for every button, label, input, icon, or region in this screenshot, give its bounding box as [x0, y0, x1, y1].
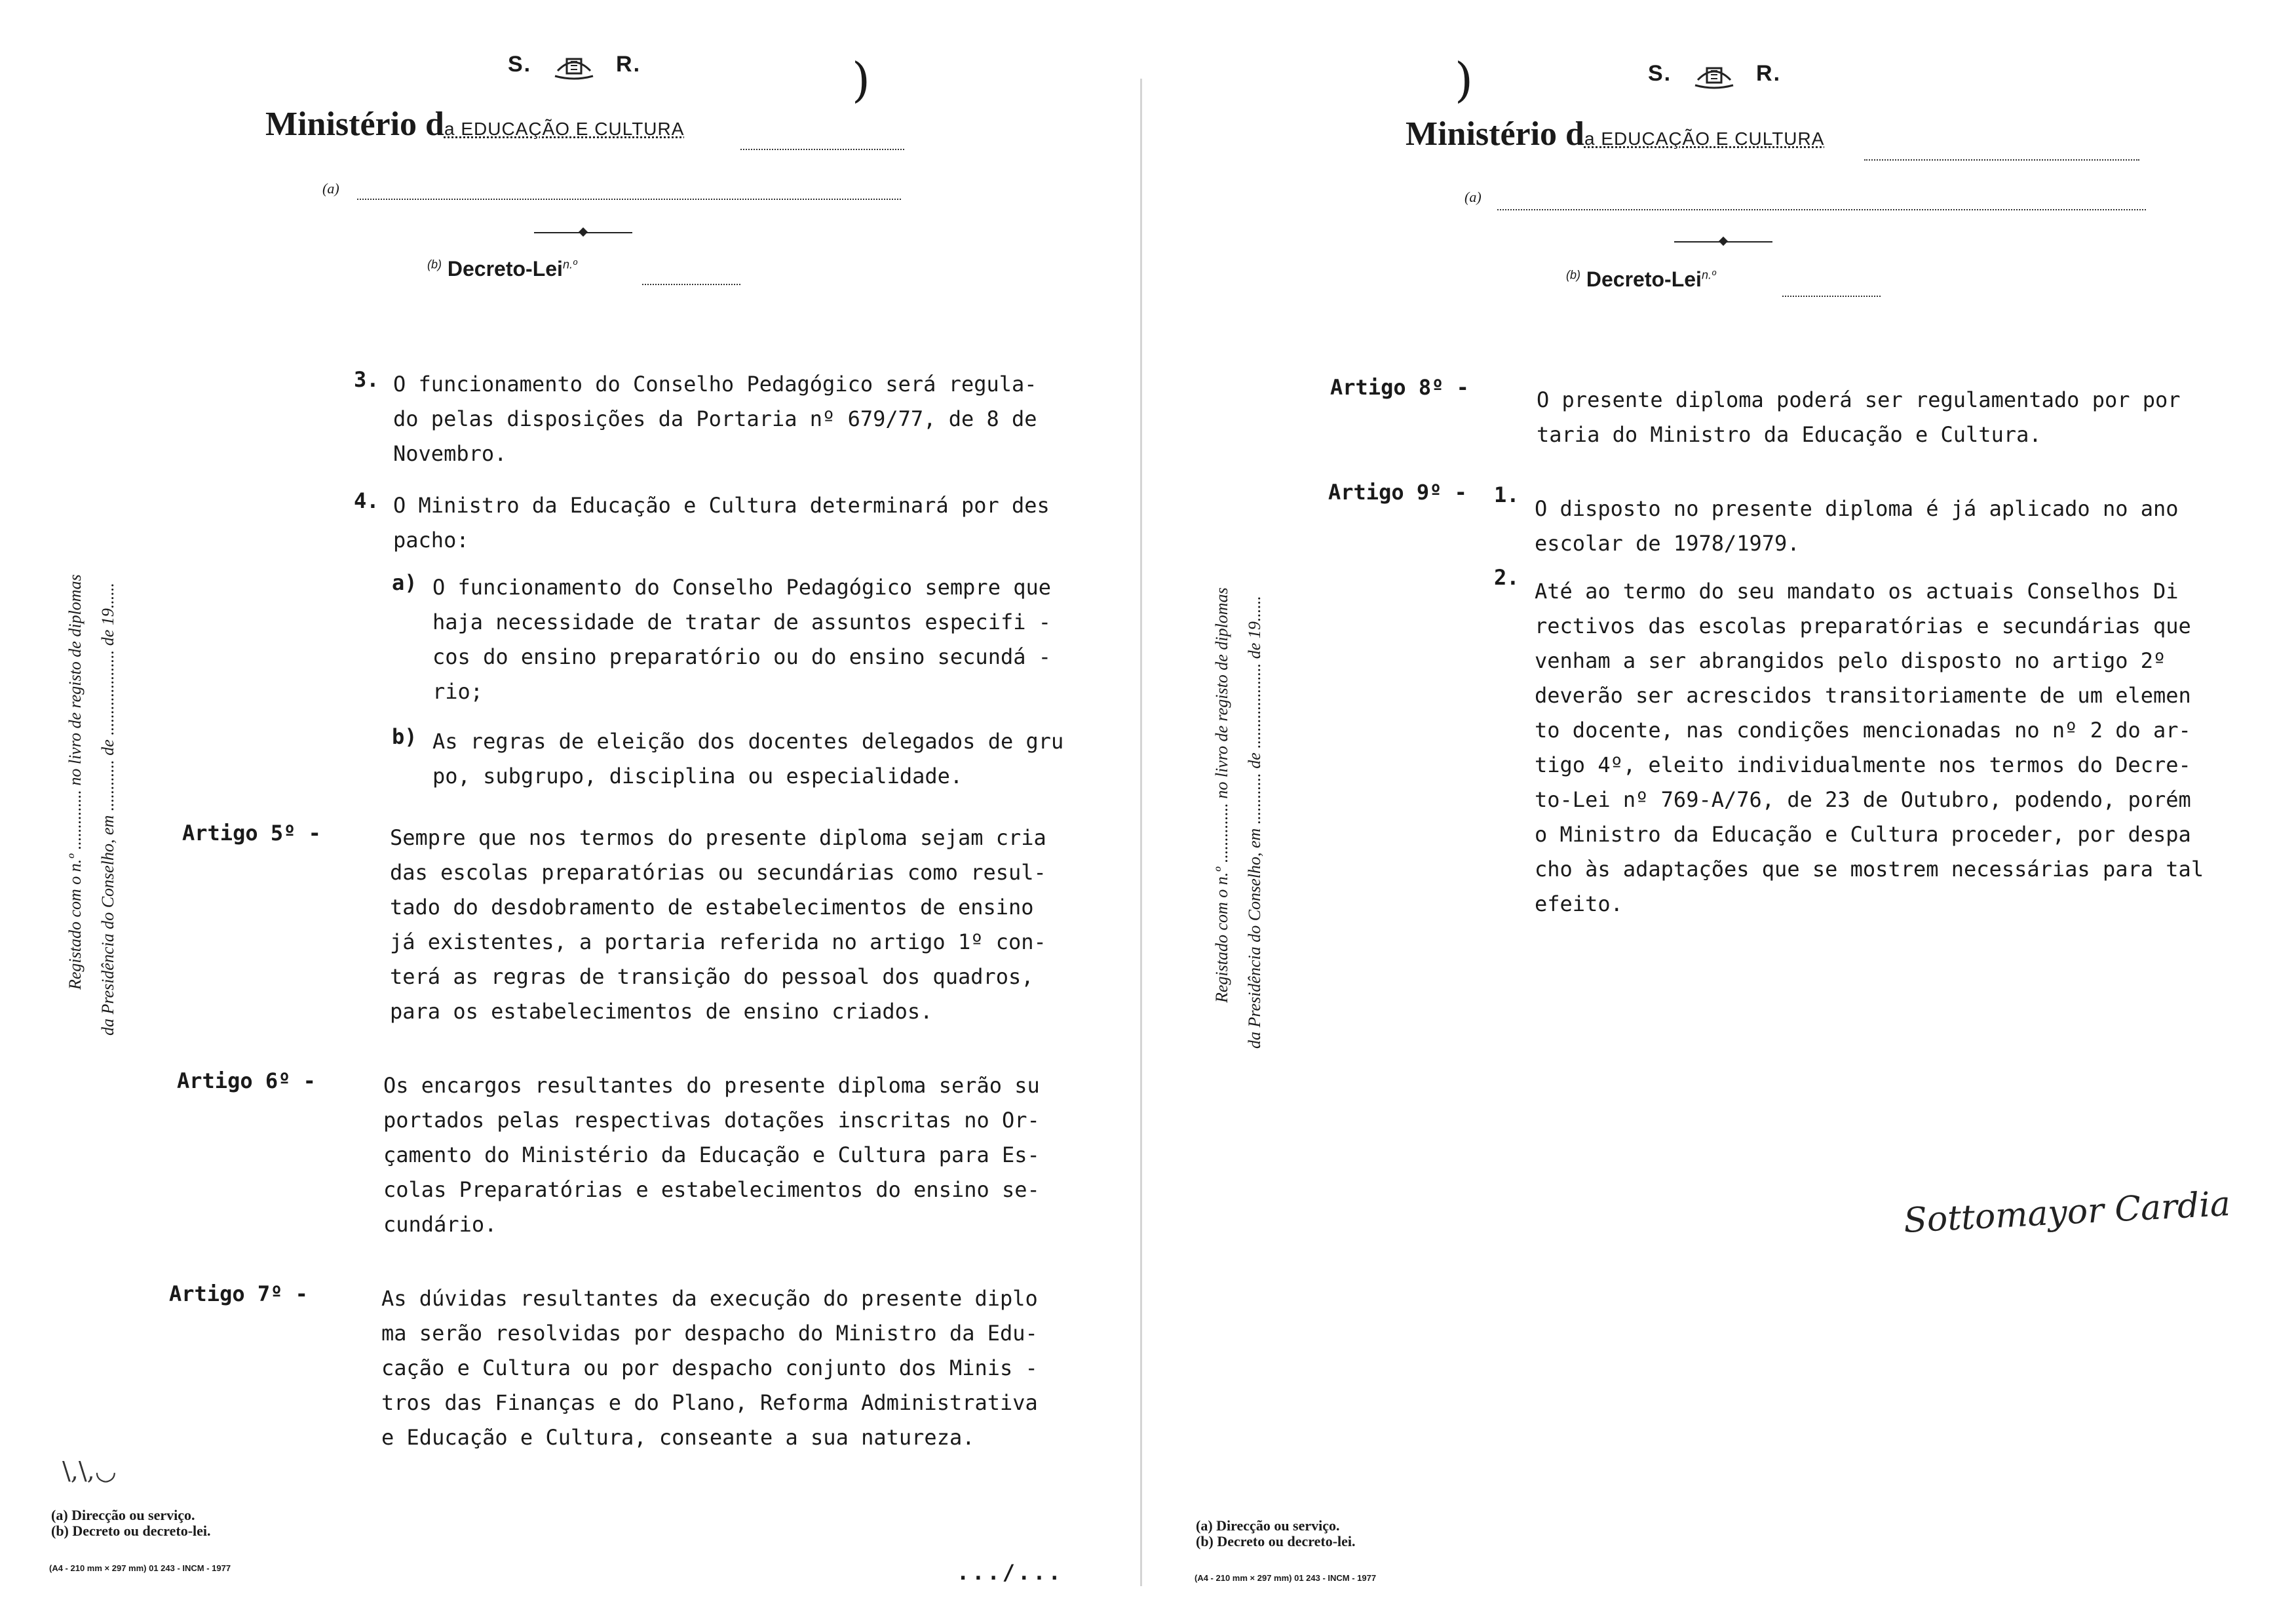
article-6-label: Artigo 6º -	[177, 1068, 316, 1093]
ministry-prefix: Ministério d	[1406, 115, 1584, 153]
field-a-dotted-line	[1497, 208, 2146, 210]
article-8-label: Artigo 8º -	[1330, 375, 1469, 400]
crest-letter-r: R.	[616, 51, 641, 77]
article-6-text: Os encargos resultantes do presente diploma serão su portados pelas respectivas dotações inscritas no Or- çamento do Ministério da Educação e Cultura para Es- colas Preparatórias e estabelecimentos do ensino se- cundário.	[383, 1073, 1040, 1237]
field-b-label: (b)	[1566, 268, 1580, 282]
decreto-number-label: n.º	[562, 258, 577, 271]
item-3-text: O funcionamento do Conselho Pedagógico será regula- do pelas disposições da Portaria nº 679/77, de 8 de Novembro.	[393, 372, 1037, 466]
field-a-dotted-line	[357, 198, 901, 200]
ministry-prefix: Ministério d	[265, 106, 444, 143]
right-page	[1143, 0, 2296, 1615]
decreto-label: Decreto-Lei	[447, 257, 563, 281]
crest-letter-s: S.	[1648, 60, 1672, 86]
item-b-text: As regras de eleição dos docentes delegados de gru po, subgrupo, disciplina ou especialidade.	[432, 729, 1064, 788]
field-a-label: (a)	[1464, 189, 1482, 205]
crest-letter-r: R.	[1756, 60, 1782, 86]
item-b-letter: b)	[392, 724, 417, 749]
ministry-title	[1406, 115, 1824, 153]
article-9-item-1-text: O disposto no presente diploma é já aplicado no ano escolar de 1978/1979.	[1535, 496, 2179, 556]
margin-mark: )	[1455, 52, 1474, 107]
crest-letter-s: S.	[508, 51, 532, 77]
ministry-name: a EDUCAÇÃO E CULTURA	[444, 119, 685, 139]
registry-sidebar-line2: da Presidência do Conselho, em ............ de .................... de 19......	[98, 583, 117, 1036]
footnote-b: (b) Decreto ou decreto-lei.	[51, 1523, 211, 1539]
ministry-name: a EDUCAÇÃO E CULTURA	[1584, 128, 1825, 149]
decreto-label: Decreto-Lei	[1586, 267, 1702, 291]
registry-sidebar-line2: da Presidência do Conselho, em ............ de .................... de 19......	[1245, 596, 1264, 1049]
article-9-label: Artigo 9º -	[1328, 480, 1467, 505]
print-reference: (A4 - 210 mm × 297 mm) 01 243 - INCM - 1977	[49, 1563, 231, 1573]
decreto-dotted-line	[642, 283, 740, 285]
header-divider	[1674, 241, 1772, 243]
continuation-mark: .../...	[957, 1560, 1063, 1585]
item-4-text: O Ministro da Educação e Cultura determinará por des pacho:	[393, 493, 1050, 553]
ministry-dotted-line	[740, 148, 904, 150]
decreto-lei-field	[427, 257, 577, 281]
ministry-dotted-line	[1864, 159, 2139, 161]
crest-header	[508, 51, 641, 80]
article-7-text: As dúvidas resultantes da execução do presente diplo ma serão resolvidas por despacho do Ministro da Edu- cação e Cultura ou por despacho conjunto dos Minis - tros das Finanças e do Plano, Reforma Administrativa e Educação e Cultura, conseante a sua natureza.	[381, 1286, 1038, 1450]
field-b-label: (b)	[427, 258, 442, 271]
ministry-title	[265, 105, 684, 144]
item-4-number: 4.	[354, 488, 379, 513]
article-7-label: Artigo 7º -	[169, 1281, 308, 1306]
footnote-a: (a) Direcção ou serviço.	[51, 1507, 195, 1523]
registry-sidebar-line1: Registado com o n.º .............. no livro de registo de diplomas	[66, 574, 85, 990]
item-a-letter: a)	[392, 570, 417, 595]
left-page	[0, 0, 1143, 1615]
header-divider	[534, 232, 632, 233]
print-reference: (A4 - 210 mm × 297 mm) 01 243 - INCM - 1977	[1195, 1573, 1377, 1583]
item-a-text: O funcionamento do Conselho Pedagógico sempre que haja necessidade de tratar de assuntos especifi - cos do ensino preparatório ou do ensino secundá - rio;	[432, 575, 1052, 704]
minister-signature: Sottomayor Cardia	[1902, 1184, 2232, 1241]
article-9-item-2-text: Até ao termo do seu mandato os actuais Conselhos Di rectivos das escolas preparatórias e secundárias que venham a ser abrangidos pelo disposto no artigo 2º deverão ser acrescidos transitoriamente de um elemen to docente, nas condições mencionadas no nº 2 do ar- tigo 4º, eleito individualmente nos termos do Decre- to-Lei nº 769-A/76, de 23 de Outubro, podendo, porém o Ministro da Educação e Cultura proceder, por despa cho às adaptações que se mostrem necessárias para tal efeito.	[1535, 579, 2204, 916]
article-5-text: Sempre que nos termos do presente diploma sejam cria das escolas preparatórias ou secundárias como resul- tado do desdobramento de estabelecimentos de ensino já existentes, a portaria referida no artigo 1º con- terá as regras de transição do pessoal dos quadros, para os estabelecimentos de ensino criados.	[390, 825, 1046, 1024]
decreto-lei-field	[1566, 267, 1716, 292]
registry-sidebar-line1: Registado com o n.º .............. no livro de registo de diplomas	[1212, 587, 1231, 1003]
article-8-text: O presente diploma poderá ser regulamentado por por taria do Ministro da Educação e Cultura.	[1537, 387, 2181, 447]
article-5-label: Artigo 5º -	[182, 821, 321, 846]
crest-header	[1648, 60, 1781, 89]
coat-of-arms-icon	[1691, 60, 1737, 89]
margin-mark: )	[852, 52, 871, 107]
coat-of-arms-icon	[551, 51, 597, 80]
decreto-dotted-line	[1782, 295, 1881, 297]
item-3-number: 3.	[354, 367, 379, 392]
field-a-label: (a)	[322, 180, 339, 197]
footnote-b: (b) Decreto ou decreto-lei.	[1196, 1533, 1356, 1549]
decreto-number-label: n.º	[1701, 268, 1716, 282]
handwritten-mark: \,\,◡	[62, 1456, 117, 1485]
article-9-item-1-number: 1.	[1494, 482, 1520, 507]
article-9-item-2-number: 2.	[1494, 565, 1520, 590]
footnote-a: (a) Direcção ou serviço.	[1196, 1517, 1340, 1534]
